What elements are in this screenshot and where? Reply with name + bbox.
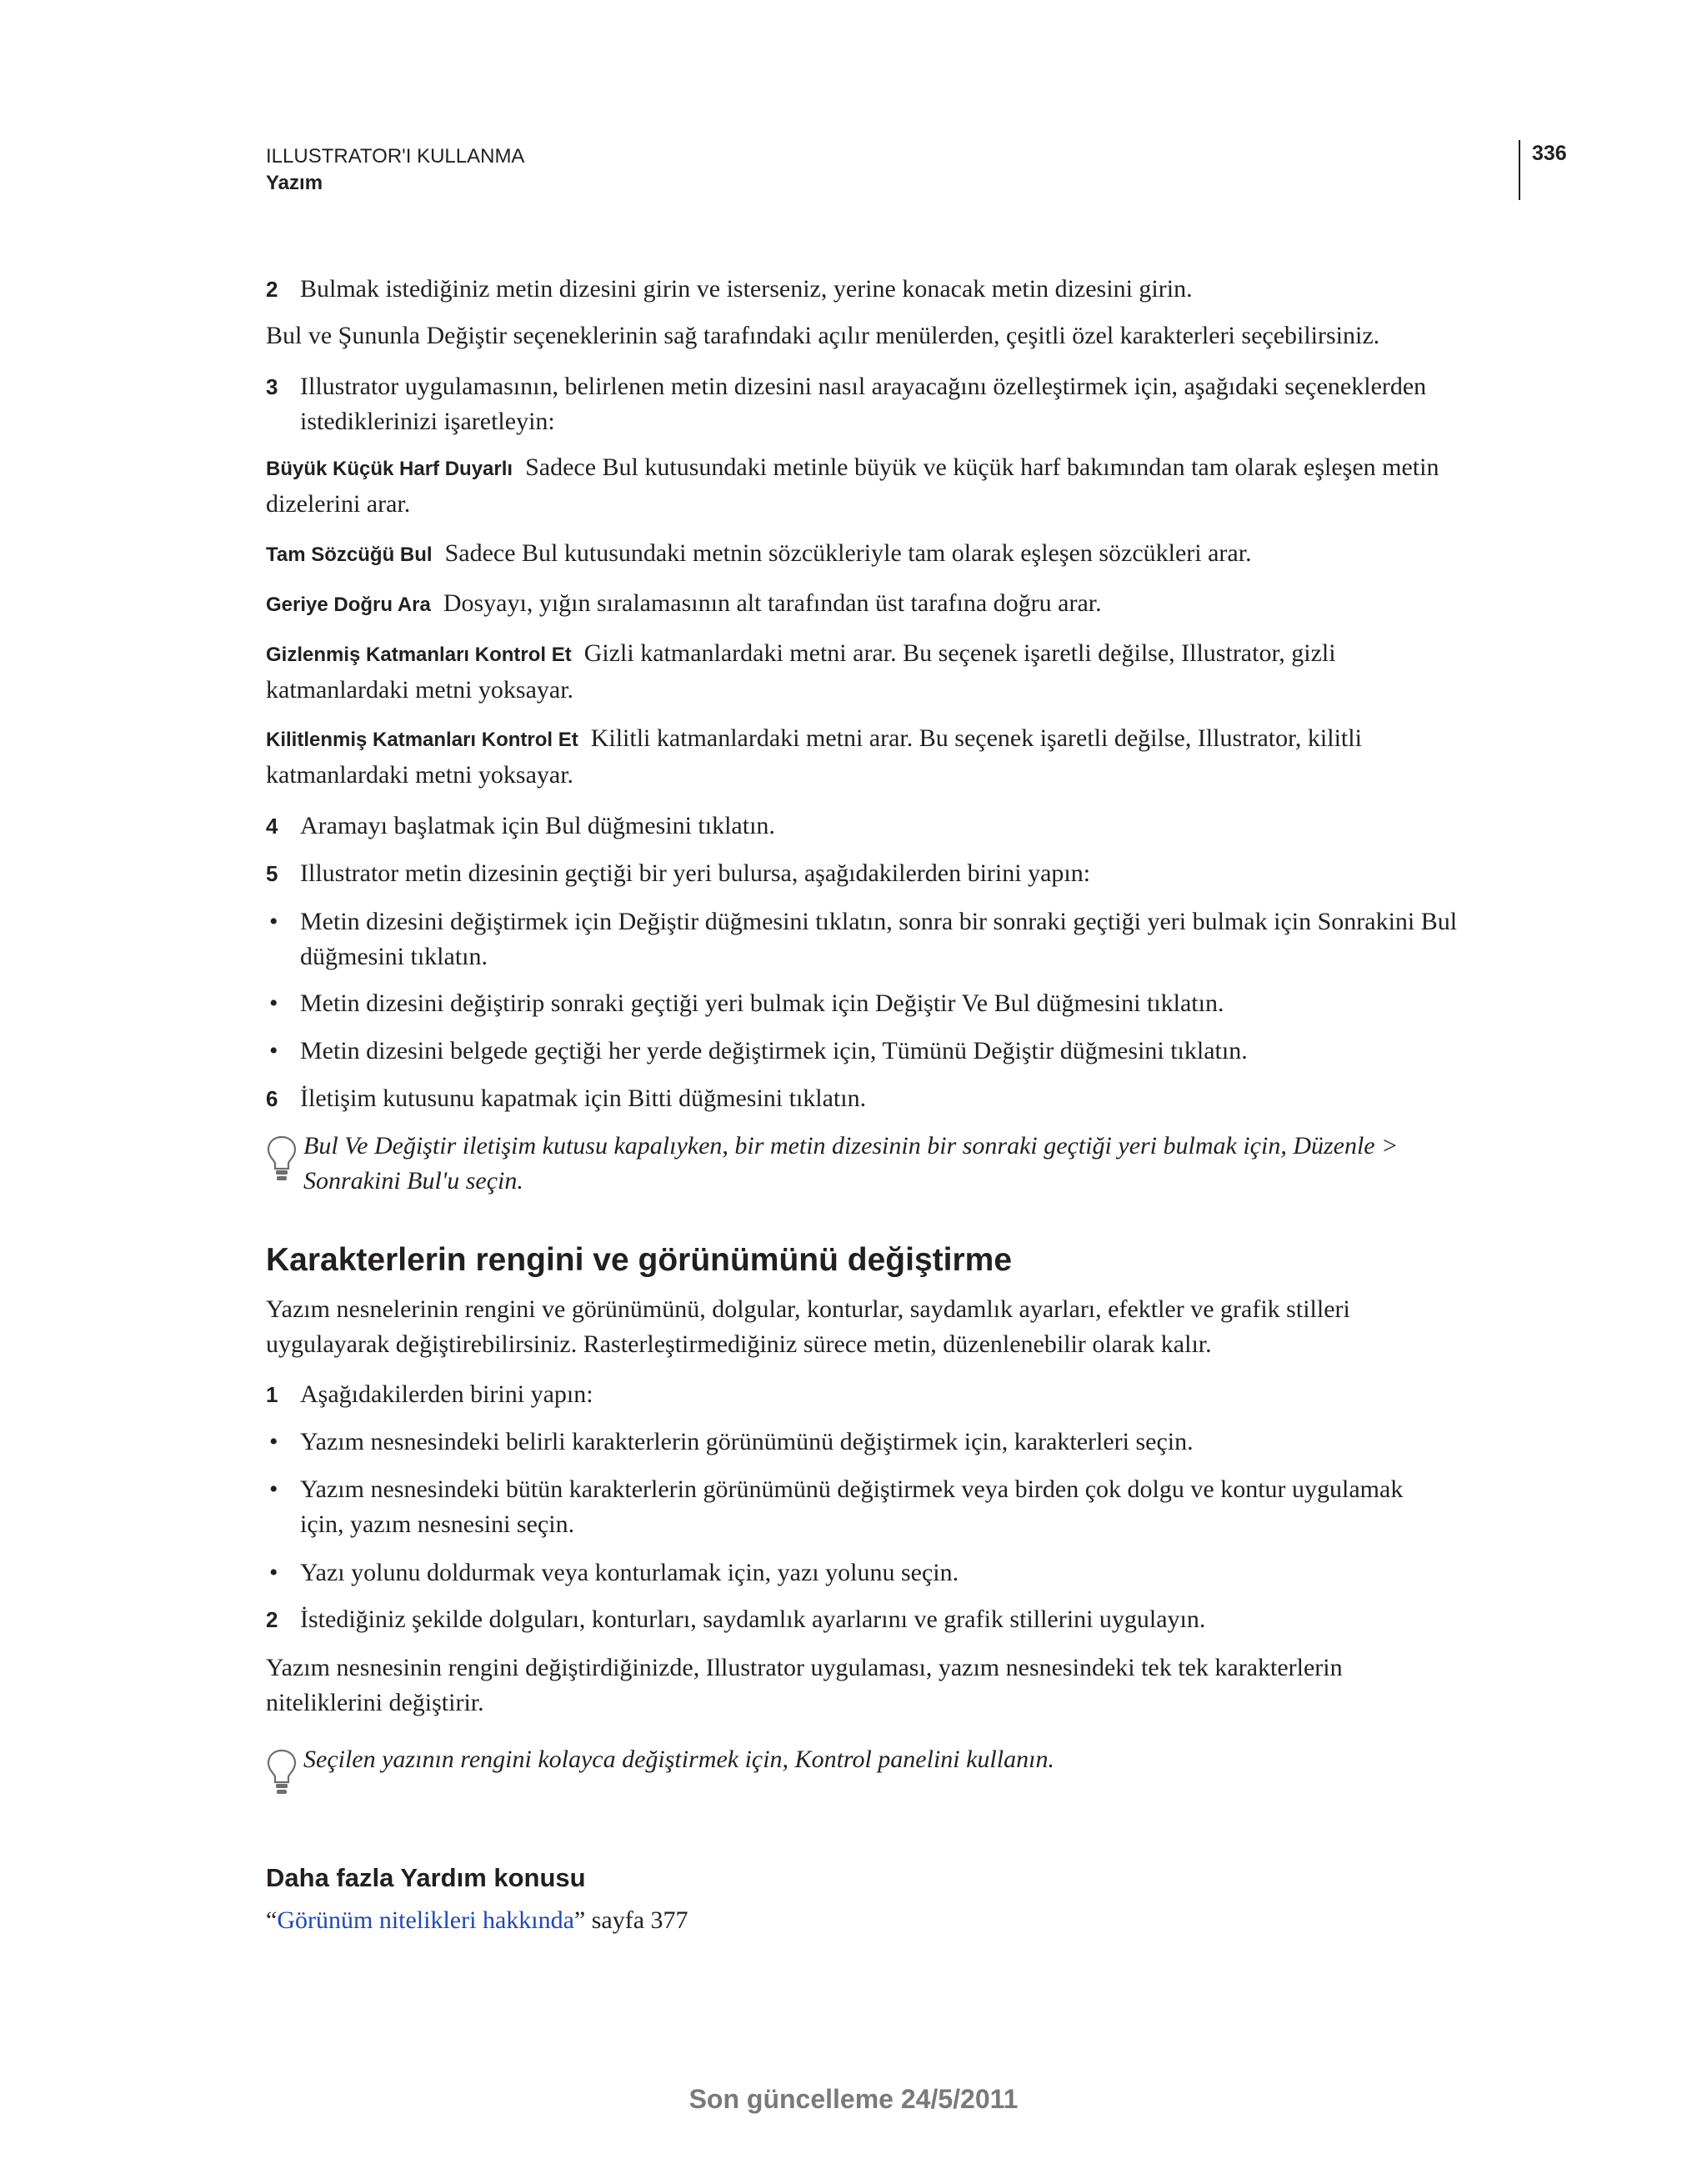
tip-text-line: Bul Ve Değiştir iletişim kutusu kapalıyken, bir metin dizesinin bir sonraki geçtiği yeri bulmak için, Düzenle > bbox=[303, 1132, 1399, 1160]
bullet-item bbox=[266, 904, 1550, 974]
option-term: Tam Sözcüğü Bul bbox=[266, 543, 433, 566]
close-quote: ” bbox=[573, 1906, 586, 1934]
step-1 bbox=[266, 1377, 1550, 1412]
bullet-marker: • bbox=[269, 1559, 278, 1586]
step-number: 6 bbox=[266, 1086, 278, 1111]
tip-control-panel bbox=[266, 1742, 1554, 1777]
running-header bbox=[266, 143, 524, 197]
paragraph-line: niteliklerini değiştirir. bbox=[266, 1689, 484, 1716]
bullet-text-line: Metin dizesini değiştirmek için Değiştir düğmesini tıklatın, sonra bir sonraki geçtiği yeri bulmak için Sonrakini Bul bbox=[300, 908, 1458, 935]
bullet-text: Metin dizesini değiştirip sonraki geçtiği yeri bulmak için Değiştir Ve Bul düğmesini tıklatın. bbox=[300, 989, 1224, 1017]
paragraph-intro bbox=[266, 1292, 1516, 1362]
bullet-marker: • bbox=[269, 1037, 278, 1064]
step-number: 3 bbox=[266, 374, 278, 399]
header-rule bbox=[1519, 140, 1520, 200]
header-title: ILLUSTRATOR'I KULLANMA bbox=[266, 145, 525, 168]
option-desc: Sadece Bul kutusundaki metinle büyük ve küçük harf bakımından tam olarak eşleşen metin bbox=[525, 453, 1439, 481]
step-text: Aramayı başlatmak için Bul düğmesini tıklatın. bbox=[300, 812, 775, 839]
bullet-item bbox=[266, 1034, 1550, 1069]
option-desc: Gizli katmanlardaki metni arar. Bu seçenek işaretli değilse, Illustrator, gizli bbox=[583, 639, 1336, 667]
step-number: 4 bbox=[266, 814, 278, 839]
option-term: Kilitlenmiş Katmanları Kontrol Et bbox=[266, 729, 578, 751]
step-2 bbox=[266, 272, 1550, 307]
bullet-item bbox=[266, 1425, 1550, 1460]
option-check-locked-layers bbox=[266, 721, 1516, 793]
paragraph-attributes bbox=[266, 1651, 1516, 1721]
option-term: Büyük Küçük Harf Duyarlı bbox=[266, 458, 513, 480]
step-6 bbox=[266, 1081, 1550, 1116]
bullet-text-line: Yazım nesnesindeki bütün karakterlerin görünümünü değiştirmek veya birden çok dolgu ve kontur uygulamak bbox=[300, 1475, 1404, 1503]
option-whole-word bbox=[266, 536, 1516, 573]
option-desc: Dosyayı, yığın sıralamasının alt tarafından üst tarafına doğru arar. bbox=[443, 589, 1102, 617]
option-desc-cont: dizelerini arar. bbox=[266, 490, 411, 518]
help-link-row bbox=[266, 1903, 1516, 1938]
option-term: Gizlenmiş Katmanları Kontrol Et bbox=[266, 644, 572, 666]
bullet-item bbox=[266, 1472, 1550, 1542]
bullet-text-line: için, yazım nesnesini seçin. bbox=[300, 1510, 575, 1538]
option-desc-cont: katmanlardaki metni yoksayar. bbox=[266, 761, 574, 789]
step-text-line: Illustrator uygulamasının, belirlenen metin dizesini nasıl arayacağını özelleştirmek için, aşağıdaki seçeneklerden bbox=[300, 373, 1427, 400]
page-reference: sayfa 377 bbox=[591, 1906, 688, 1934]
footer-last-updated: Son güncelleme 24/5/2011 bbox=[688, 2084, 1019, 2114]
step-text: İletişim kutusunu kapatmak için Bitti düğmesini tıklatın. bbox=[300, 1084, 867, 1112]
bullet-text: Yazı yolunu doldurmak veya konturlamak için, yazı yolunu seçin. bbox=[300, 1559, 959, 1586]
tip-find-next bbox=[266, 1129, 1554, 1199]
bullet-text: Metin dizesini belgede geçtiği her yerde değiştirmek için, Tümünü Değiştir düğmesini tıklatın. bbox=[300, 1037, 1248, 1064]
help-heading: Daha fazla Yardım konusu bbox=[266, 1863, 586, 1892]
section-heading: Karakterlerin rengini ve görünümünü değiştirme bbox=[266, 1242, 1013, 1278]
step-text: Bulmak istediğiniz metin dizesini girin ve isterseniz, yerine konacak metin dizesini girin. bbox=[300, 275, 1193, 303]
step-text-line: istediklerinizi işaretleyin: bbox=[300, 408, 555, 435]
option-desc: Sadece Bul kutusundaki metnin sözcükleriyle tam olarak eşleşen sözcükleri arar. bbox=[444, 539, 1252, 567]
paragraph-special-characters: Bul ve Şununla Değiştir seçeneklerinin sağ tarafındaki açılır menülerden, çeşitli özel karakterleri seçebilirsiniz. bbox=[266, 322, 1380, 349]
paragraph-line: Yazım nesnelerinin rengini ve görünümünü, dolgular, konturlar, saydamlık ayarları, efektler ve grafik stilleri bbox=[266, 1295, 1350, 1323]
header-section: Yazım bbox=[266, 172, 323, 194]
bullet-marker: • bbox=[269, 908, 278, 935]
tip-text-line: Sonrakini Bul'u seçin. bbox=[303, 1167, 523, 1195]
paragraph-line: Yazım nesnesinin rengini değiştirdiğinizde, Illustrator uygulaması, yazım nesnesindeki tek tek karakterlerin bbox=[266, 1654, 1343, 1681]
tip-text: Seçilen yazının rengini kolayca değiştirmek için, Kontrol panelini kullanın. bbox=[303, 1746, 1054, 1773]
step-number: 2 bbox=[266, 277, 278, 302]
step-text: Aşağıdakilerden birini yapın: bbox=[300, 1380, 593, 1408]
paragraph-line: uygulayarak değiştirebilirsiniz. Rasterleştirmediğiniz sürece metin, düzenlenebilir olarak kalır. bbox=[266, 1330, 1212, 1358]
bullet-marker: • bbox=[269, 989, 278, 1017]
step-number: 5 bbox=[266, 861, 278, 886]
lightbulb-icon bbox=[266, 1747, 298, 1797]
bullet-text: Yazım nesnesindeki belirli karakterlerin görünümünü değiştirmek için, karakterleri seçin. bbox=[300, 1428, 1194, 1455]
option-check-hidden-layers bbox=[266, 636, 1516, 708]
lightbulb-icon bbox=[266, 1134, 298, 1184]
step-text: Illustrator metin dizesinin geçtiği bir yeri bulursa, aşağıdakilerden birini yapın: bbox=[300, 859, 1091, 887]
step-5 bbox=[266, 856, 1550, 891]
step-2 bbox=[266, 1602, 1550, 1637]
page-number: 336 bbox=[1532, 142, 1567, 165]
option-case-sensitive bbox=[266, 450, 1516, 522]
option-desc-cont: katmanlardaki metni yoksayar. bbox=[266, 676, 574, 704]
step-number: 1 bbox=[266, 1382, 278, 1407]
bullet-item bbox=[266, 1555, 1550, 1590]
bullet-item bbox=[266, 986, 1550, 1021]
bullet-marker: • bbox=[269, 1475, 278, 1503]
bullet-text-line: düğmesini tıklatın. bbox=[300, 943, 488, 970]
option-desc: Kilitli katmanlardaki metni arar. Bu seçenek işaretli değilse, Illustrator, kilitli bbox=[590, 724, 1362, 752]
step-text: İstediğiniz şekilde dolguları, konturları, saydamlık ayarlarını ve grafik stillerini uygulayın. bbox=[300, 1605, 1206, 1633]
option-search-backward bbox=[266, 586, 1516, 623]
help-link[interactable]: Görünüm nitelikleri hakkında bbox=[277, 1906, 574, 1934]
option-term: Geriye Doğru Ara bbox=[266, 594, 431, 616]
step-3 bbox=[266, 369, 1550, 439]
step-number: 2 bbox=[266, 1607, 278, 1632]
open-quote: “ bbox=[266, 1906, 278, 1934]
bullet-marker: • bbox=[269, 1428, 278, 1455]
step-4 bbox=[266, 809, 1550, 844]
